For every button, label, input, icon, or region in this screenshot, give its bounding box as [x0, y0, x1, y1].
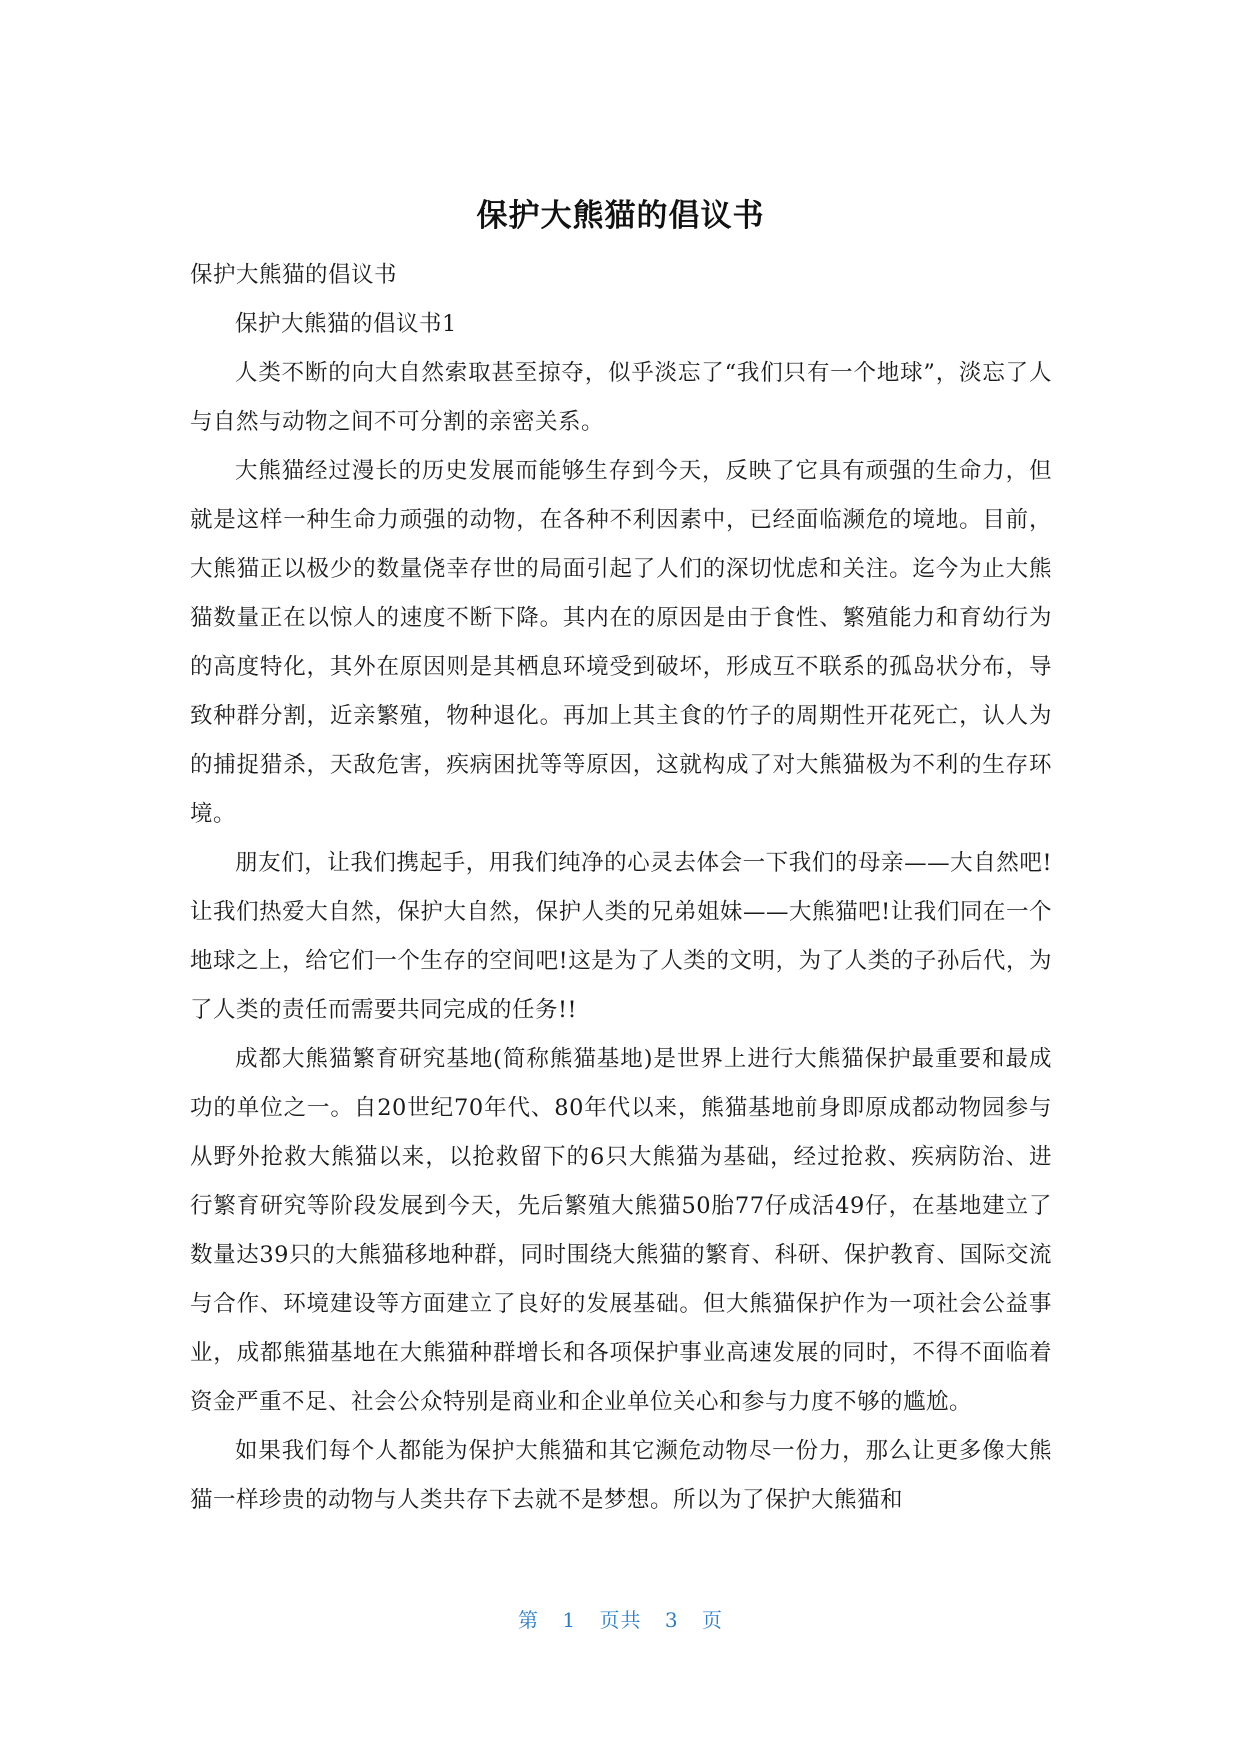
footer-middle: 页共 — [599, 1608, 642, 1632]
paragraph-2: 大熊猫经过漫长的历史发展而能够生存到今天，反映了它具有顽强的生命力，但就是这样一种生命力顽强的动物，在各种不利因素中，已经面临濒危的境地。目前，大熊猫正以极少的数量侥幸存世的局面引起了人们的深切忧虑和关注。迄今为止大熊猫数量正在以惊人的速度不断下降。其内在的原因是由于食性、繁殖能力和育幼行为的高度特化，其外在原因则是其栖息环境受到破坏，形成互不联系的孤岛状分布，导致种群分割，近亲繁殖，物种退化。再加上其主食的竹子的周期性开花死亡，认人为的捕捉猎杀，天敌危害，疾病困扰等等原因，这就构成了对大熊猫极为不利的生存环境。 — [190, 458, 1052, 827]
document-subtitle: 保护大熊猫的倡议书 — [190, 262, 398, 288]
paragraph-5: 如果我们每个人都能为保护大熊猫和其它濒危动物尽一份力，那么让更多像大熊猫一样珍贵的动物与人类共存下去就不是梦想。所以为了保护大熊猫和 — [190, 1438, 1052, 1513]
document-body — [190, 251, 1052, 1525]
paragraph-3: 朋友们，让我们携起手，用我们纯净的心灵去体会一下我们的母亲——大自然吧!让我们热爱大自然，保护大自然，保护人类的兄弟姐妹——大熊猫吧!让我们同在一个地球之上，给它们一个生存的空间吧!这是为了人类的文明，为了人类的子孙后代，为了人类的责任而需要共同完成的任务!! — [190, 850, 1052, 1023]
section-heading: 保护大熊猫的倡议书1 — [235, 311, 457, 337]
footer-current-page: 1 — [562, 1608, 577, 1632]
footer-prefix: 第 — [518, 1608, 540, 1632]
paragraph-1: 人类不断的向大自然索取甚至掠夺，似乎淡忘了“我们只有一个地球”，淡忘了人与自然与动物之间不可分割的亲密关系。 — [190, 360, 1052, 435]
paragraph-4: 成都大熊猫繁育研究基地(简称熊猫基地)是世界上进行大熊猫保护最重要和最成功的单位之一。自20世纪70年代、80年代以来，熊猫基地前身即原成都动物园参与从野外抢救大熊猫以来，以抢救留下的6只大熊猫为基础，经过抢救、疾病防治、进行繁育研究等阶段发展到今天，先后繁殖大熊猫50胎77仔成活49仔，在基地建立了数量达39只的大熊猫移地种群，同时围绕大熊猫的繁育、科研、保护教育、国际交流与合作、环境建设等方面建立了良好的发展基础。但大熊猫保护作为一项社会公益事业，成都熊猫基地在大熊猫种群增长和各项保护事业高速发展的同时，不得不面临着资金严重不足、社会公众特别是商业和企业单位关心和参与力度不够的尴尬。 — [190, 1046, 1052, 1415]
document-title: 保护大熊猫的倡议书 — [476, 198, 765, 234]
page-footer — [0, 1604, 1241, 1633]
footer-suffix: 页 — [701, 1608, 723, 1632]
footer-total-pages: 3 — [664, 1608, 679, 1632]
